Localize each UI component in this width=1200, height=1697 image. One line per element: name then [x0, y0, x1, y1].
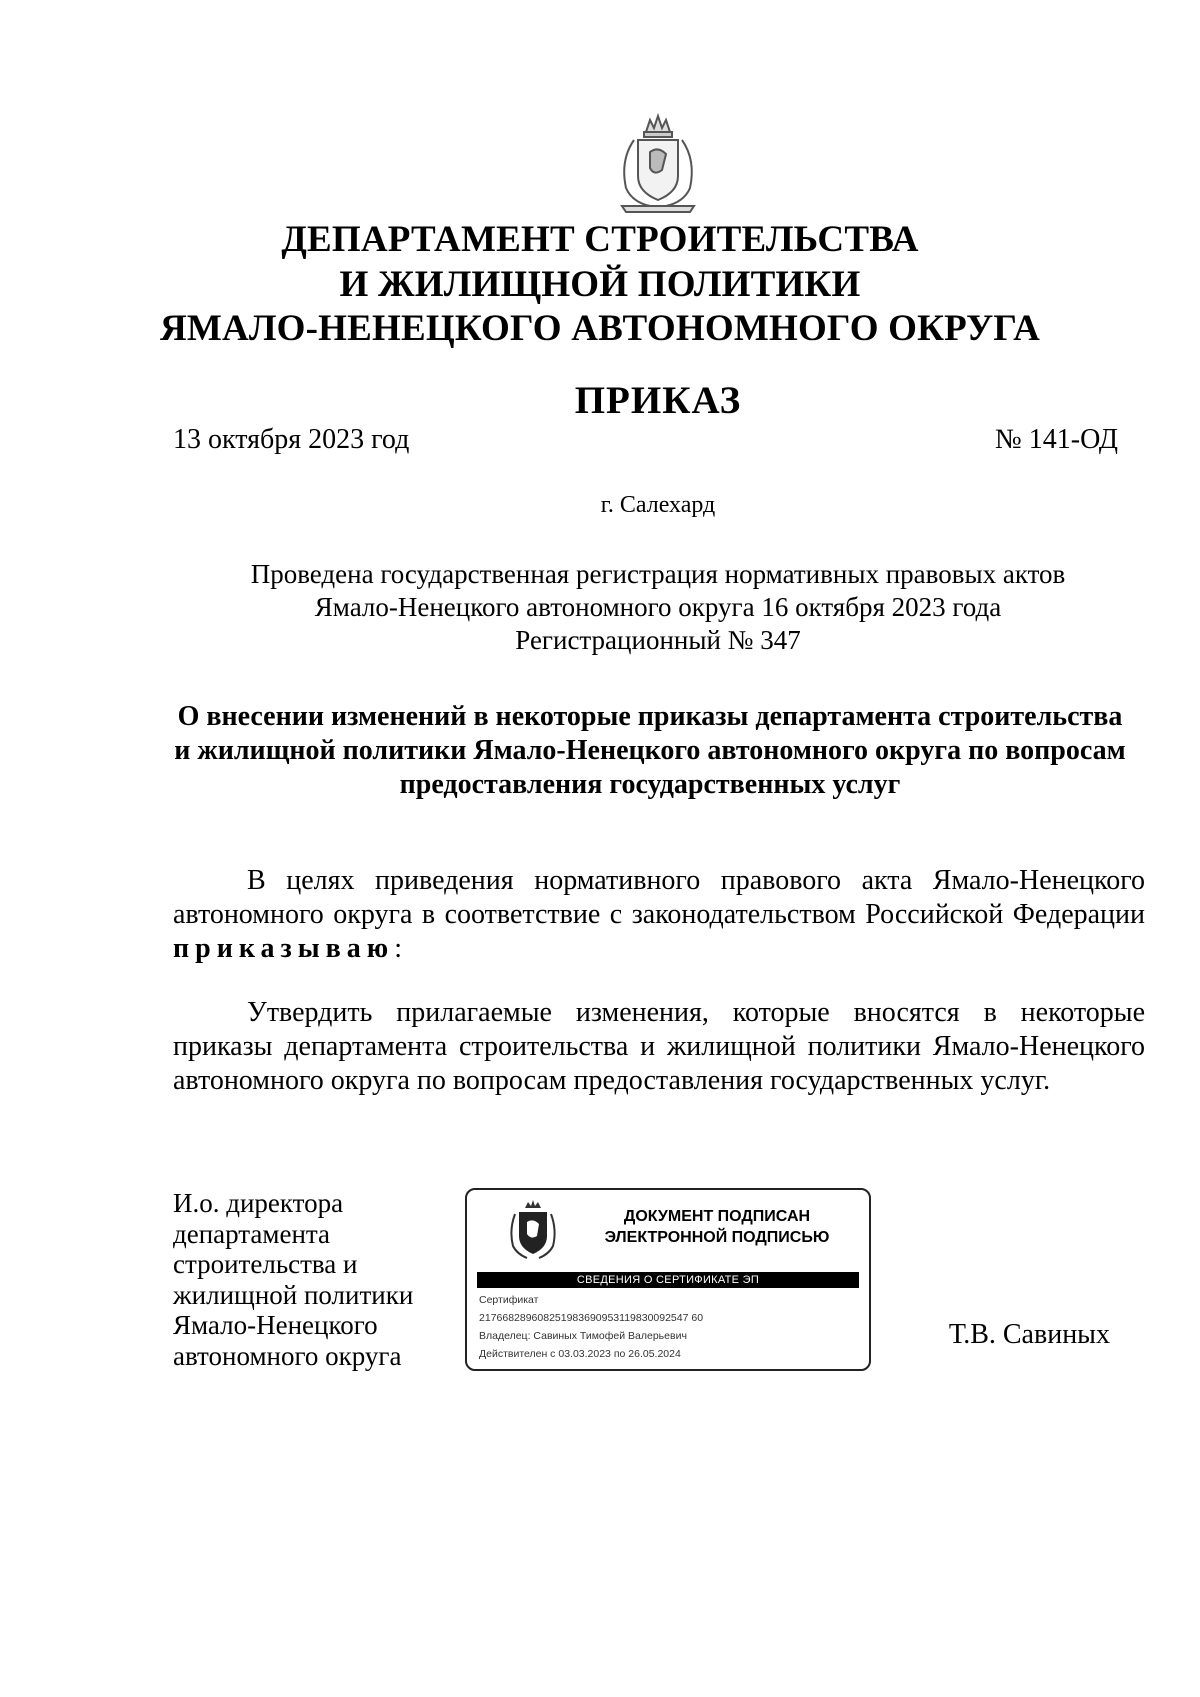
order-subject-line-3: предоставления государственных услуг [399, 769, 901, 800]
signatory-position-line: жилищной политики [173, 1279, 414, 1310]
preamble-line-2: автономного округа в соответствие с законодательством Российской Федерации [173, 899, 1145, 930]
registration-note-line-3: Регистрационный № 347 [515, 625, 801, 655]
registration-note-line-2: Ямало-Ненецкого автономного округа 16 октября 2023 года [314, 592, 1002, 622]
registration-note-line-1: Проведена государственная регистрация нормативных правовых актов [250, 559, 1066, 589]
certificate-info-bar: СВЕДЕНИЯ О СЕРТИФИКАТЕ ЭП [477, 1272, 859, 1288]
department-title-line-2: И ЖИЛИЩНОЙ ПОЛИТИКИ [339, 264, 861, 305]
order-statement [173, 932, 1145, 966]
certificate-validity: Действителен с 03.03.2023 по 26.05.2024 [479, 1348, 681, 1360]
document-number: № 141-ОД [995, 424, 1118, 455]
document-city: г. Салехард [600, 492, 716, 518]
preamble-line-1: В целях приведения нормативного правового акта Ямало-Ненецкого [247, 865, 1145, 896]
order-word: приказываю [173, 933, 395, 964]
signatory-position-line: строительства и [173, 1249, 358, 1279]
department-title-line-1: ДЕПАРТАМЕНТ СТРОИТЕЛЬСТВА [281, 219, 919, 260]
order-text-line-1: Утвердить прилагаемые изменения, которые вносятся в некоторые [247, 997, 1145, 1028]
order-text-line-2: приказы департамента строительства и жилищной политики Ямало-Ненецкого [173, 1031, 1145, 1062]
order-text-line-3: автономного округа по вопросам предоставления государственных услуг. [173, 1065, 1051, 1096]
stamp-emblem-icon [507, 1200, 559, 1260]
document-type-heading: ПРИКАЗ [574, 379, 742, 422]
order-subject-line-1: О внесении изменений в некоторые приказы департамента строительства [177, 701, 1123, 732]
signatory-position-line: департамента [173, 1218, 331, 1249]
signatory-name: Т.В. Савиных [948, 1319, 1110, 1350]
document-date: 13 октября 2023 год [173, 424, 410, 455]
signatory-position-line: автономного округа [173, 1340, 402, 1371]
signatory-position-line: Ямало-Ненецкого [173, 1310, 378, 1340]
stamp-title-line-1: ДОКУМЕНТ ПОДПИСАН [623, 1208, 811, 1225]
stamp-title [597, 1206, 837, 1248]
signatory-position [173, 1188, 413, 1371]
certificate-label: Сертификат [479, 1294, 539, 1306]
order-subject-line-2: и жилищной политики Ямало-Ненецкого автономного округа по вопросам [174, 735, 1126, 766]
signatory-position-line: И.о. директора [173, 1188, 344, 1218]
coat-of-arms-emblem [610, 110, 706, 214]
order-colon: : [394, 933, 402, 964]
department-title-line-3: ЯМАЛО-НЕНЕЦКОГО АВТОНОМНОГО ОКРУГА [159, 308, 1041, 349]
electronic-signature-stamp [465, 1188, 871, 1371]
certificate-owner: Владелец: Савиных Тимофей Валерьевич [479, 1330, 687, 1342]
stamp-title-line-2: ЭЛЕКТРОННОЙ ПОДПИСЬЮ [604, 1229, 830, 1246]
certificate-number: 217668289608251983690953119830092547 60 [479, 1312, 704, 1324]
